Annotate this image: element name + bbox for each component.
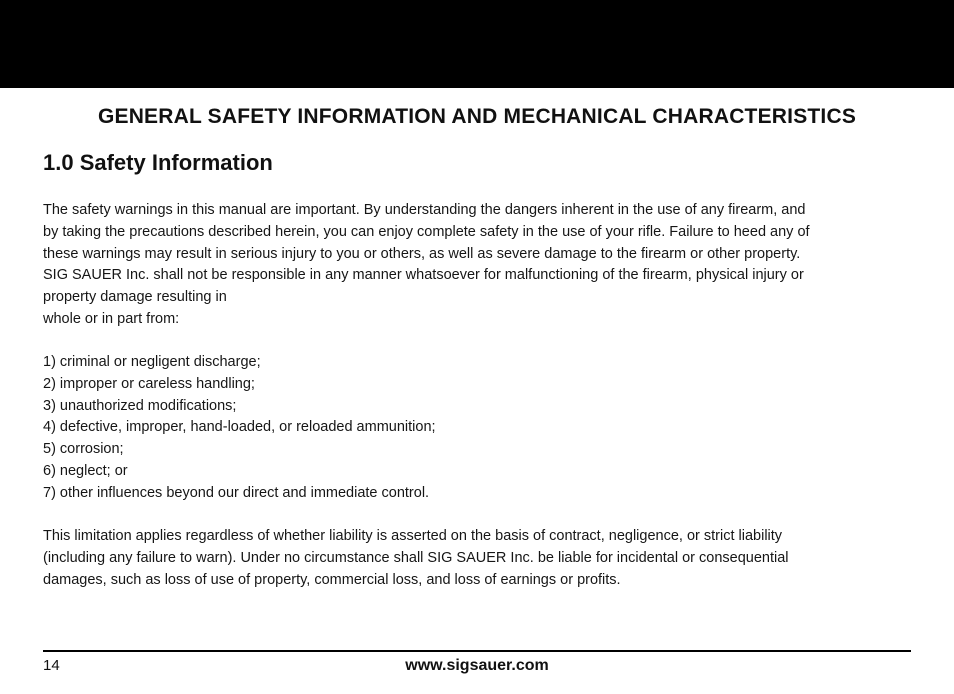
list-item: 4) defective, improper, hand-loaded, or reloaded ammunition; (43, 419, 436, 436)
list-item: 1) criminal or negligent discharge; (43, 354, 261, 370)
paragraph-line: these warnings may result in serious injury to you or others, as well as severe damage to the firearm or other property. (43, 245, 801, 262)
header-band (0, 0, 954, 88)
list-item: 3) unauthorized modifications; (43, 397, 237, 414)
page-heading: GENERAL SAFETY INFORMATION AND MECHANICAL CHARACTERISTICS (97, 105, 857, 128)
paragraph-line: SIG SAUER Inc. shall not be responsible in any manner whatsoever for malfunctioning of the firearm, physical injury or (43, 267, 804, 284)
paragraph-line: property damage resulting in (43, 289, 227, 306)
liability-exclusion-list (43, 352, 911, 505)
list-item: 2) improper or careless handling; (43, 375, 255, 392)
paragraph-line: whole or in part from: (43, 310, 180, 327)
footer-divider (43, 650, 911, 652)
section-title: 1.0 Safety Information (43, 150, 273, 175)
paragraph-line: The safety warnings in this manual are important. By understanding the dangers inherent in the use of any firearm, and (43, 202, 806, 218)
list-item: 7) other influences beyond our direct and immediate control. (43, 484, 430, 501)
page-number: 14 (43, 657, 60, 674)
footer-website-link[interactable]: www.sigsauer.com (405, 657, 549, 674)
list-item: 5) corrosion; (43, 441, 124, 458)
paragraph-line: by taking the precautions described herein, you can enjoy complete safety in the use of your rifle. Failure to heed any of (43, 223, 810, 240)
safety-intro-paragraph (43, 200, 911, 331)
paragraph-line: (including any failure to warn). Under no circumstance shall SIG SAUER Inc. be liable for incidental or consequential (43, 549, 789, 566)
paragraph-line: This limitation applies regardless of whether liability is asserted on the basis of contract, negligence, or strict liability (43, 528, 783, 544)
list-item: 6) neglect; or (43, 462, 128, 479)
paragraph-line: damages, such as loss of use of property, commercial loss, and loss of earnings or profits. (43, 571, 621, 588)
limitation-paragraph (43, 526, 911, 591)
